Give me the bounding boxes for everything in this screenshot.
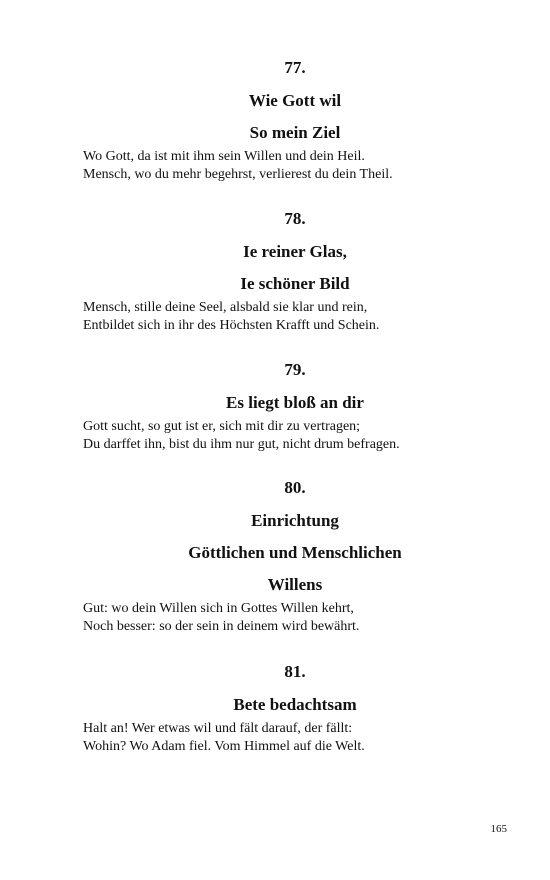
poem-number: 81. (284, 662, 306, 681)
verse-line: Du darffet ihn, bist du ihm nur gut, nicht drum befragen. (83, 437, 400, 452)
poem-78 (83, 209, 507, 335)
poem-number: 77. (284, 58, 306, 77)
poem-title: Göttlichen und Menschlichen (188, 543, 402, 562)
poem-title: Einrichtung (251, 511, 339, 530)
poem-title: Bete bedachtsam (233, 695, 357, 714)
verse-line: Halt an! Wer etwas wil und fält darauf, der fällt: (83, 721, 353, 736)
poem-number: 78. (284, 209, 306, 228)
poem-title: Es liegt bloß an dir (226, 393, 364, 412)
poem-title: Ie reiner Glas, (243, 242, 347, 261)
poem-number: 80. (284, 478, 306, 497)
verse-line: Mensch, wo du mehr begehrst, verlierest du dein Theil. (83, 167, 393, 182)
verse-line: Gott sucht, so gut ist er, sich mit dir zu vertragen; (83, 419, 361, 434)
poem-77 (83, 58, 507, 184)
book-page (83, 0, 507, 880)
poem-title: Wie Gott wil (248, 91, 342, 110)
poem-title: Willens (267, 575, 323, 594)
verse-line: Gut: wo dein Willen sich in Gottes Willen kehrt, (83, 601, 354, 616)
verse-line: Wohin? Wo Adam fiel. Vom Himmel auf die Welt. (83, 739, 365, 754)
poem-80 (83, 478, 507, 636)
poem-81 (83, 662, 507, 756)
verse-line: Wo Gott, da ist mit ihm sein Willen und dein Heil. (83, 149, 365, 164)
poem-title: So mein Ziel (249, 123, 341, 142)
poem-79 (83, 360, 507, 454)
verse-line: Entbildet sich in ihr des Höchsten Krafft und Schein. (83, 318, 380, 333)
verse-line: Noch besser: so der sein in deinem wird bewährt. (83, 619, 360, 634)
poem-title: Ie schöner Bild (240, 274, 350, 293)
poem-number: 79. (284, 360, 306, 379)
verse-line: Mensch, stille deine Seel, alsbald sie klar und rein, (83, 300, 368, 315)
page-number: 165 (490, 823, 507, 835)
